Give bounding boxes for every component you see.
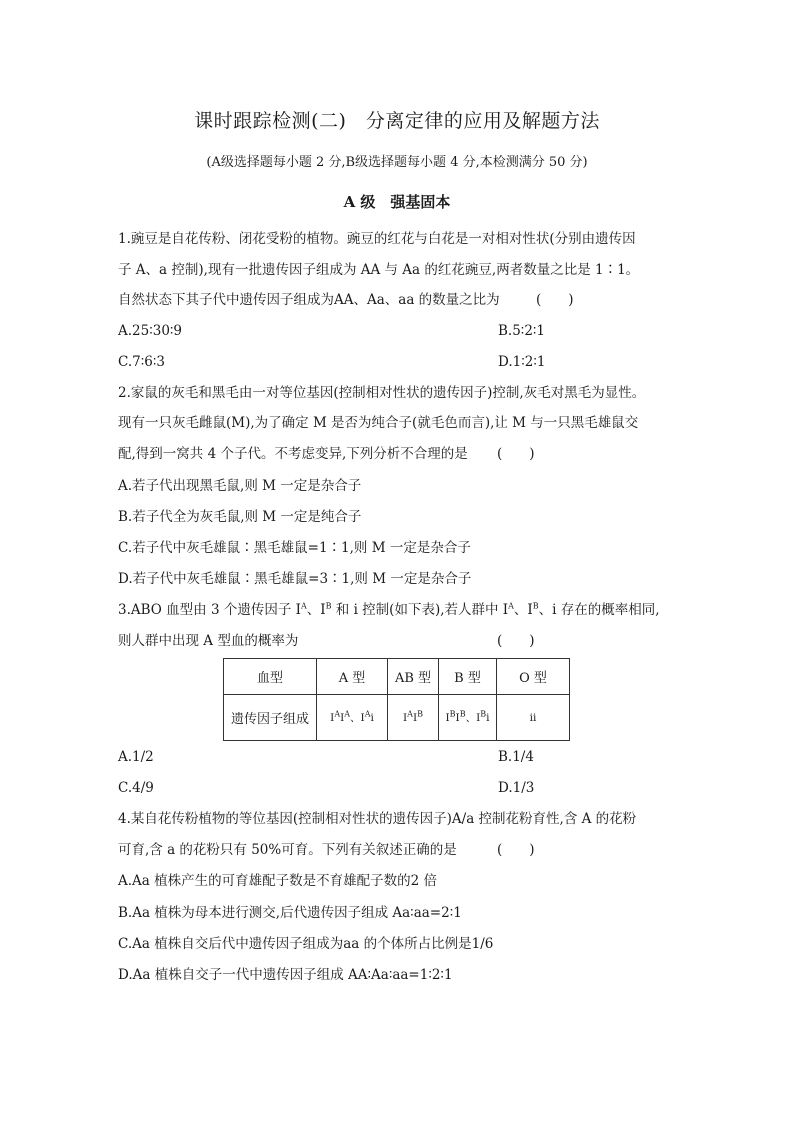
q2-stem-line-1: 2.家鼠的灰毛和黑毛由一对等位基因(控制相对性状的遗传因子)控制,灰毛对黑毛为显性。 bbox=[118, 385, 646, 401]
section-heading: A 级 强基固本 bbox=[343, 193, 451, 211]
q1-option-c: C.7∶6∶3 bbox=[118, 354, 165, 370]
q1-option-a: A.25∶30∶9 bbox=[118, 323, 183, 339]
q1-stem-line-3: 自然状态下其子代中遗传因子组成为AA、Aa、aa 的数量之比为 bbox=[118, 292, 500, 308]
table-header-cell: 血型 bbox=[224, 659, 317, 695]
q3-option-b: B.1/4 bbox=[498, 749, 534, 765]
q2-answer-blank: ( ) bbox=[497, 446, 535, 462]
table-row bbox=[224, 695, 570, 741]
q4-option-a: A.Aa 植株产生的可育雄配子数是不育雄配子数的2 倍 bbox=[118, 873, 438, 889]
q1-option-b: B.5∶2∶1 bbox=[498, 323, 546, 339]
q3-option-c: C.4/9 bbox=[118, 780, 154, 796]
table-header-cell: AB 型 bbox=[388, 659, 439, 695]
table-header-row bbox=[224, 659, 570, 695]
q4-option-b: B.Aa 植株为母本进行测交,后代遗传因子组成 Aa∶aa=2∶1 bbox=[118, 905, 462, 921]
q3-answer-blank: ( ) bbox=[497, 633, 535, 649]
table-row-label: 遗传因子组成 bbox=[224, 695, 317, 741]
q2-option-a: A.若子代出现黑毛鼠,则 M 一定是杂合子 bbox=[118, 478, 362, 494]
blood-type-table bbox=[223, 658, 570, 741]
q4-stem-line-1: 4.某自花传粉植物的等位基因(控制相对性状的遗传因子)A/a 控制花粉育性,含 A 的花粉 bbox=[118, 811, 637, 827]
q1-option-d: D.1∶2∶1 bbox=[498, 354, 546, 370]
genotype-o-cell: ii bbox=[497, 695, 570, 741]
q4-answer-blank: ( ) bbox=[497, 842, 535, 858]
page-title: 课时跟踪检测(二) 分离定律的应用及解题方法 bbox=[194, 110, 600, 132]
q3-option-a: A.1/2 bbox=[118, 749, 154, 765]
q1-stem-line-1: 1.豌豆是自花传粉、闭花受粉的植物。豌豆的红花与白花是一对相对性状(分别由遗传因 bbox=[118, 231, 636, 247]
q4-stem-line-2: 可育,含 a 的花粉只有 50%可育。下列有关叙述正确的是 bbox=[118, 842, 457, 858]
genotype-ab-cell: $I^AI^B$ bbox=[388, 695, 439, 741]
genotype-b-cell: $I^BI^B$、$I^Bi$ bbox=[439, 695, 497, 741]
q1-stem-line-2: 子 A、a 控制),现有一批遗传因子组成为 AA 与 Aa 的红花豌豆,两者数量之比是 1∶1。 bbox=[118, 262, 640, 278]
q3-stem-line-1: 3.ABO 血型由 3 个遗传因子 $I^A$、$I^B$ 和 i 控制(如下表),若人群中 $I^A$、$I^B$、i 存在的概率相同, bbox=[118, 601, 660, 618]
q2-option-b: B.若子代全为灰毛鼠,则 M 一定是纯合子 bbox=[118, 509, 362, 525]
q3-option-d: D.1/3 bbox=[498, 780, 535, 796]
q4-option-d: D.Aa 植株自交子一代中遗传因子组成 AA∶Aa∶aa=1∶2∶1 bbox=[118, 967, 453, 983]
table-header-cell: A 型 bbox=[317, 659, 388, 695]
q1-answer-blank: ( ) bbox=[536, 292, 574, 308]
q4-option-c: C.Aa 植株自交后代中遗传因子组成为aa 的个体所占比例是1/6 bbox=[118, 936, 494, 952]
q2-stem-line-2: 现有一只灰毛雌鼠(M),为了确定 M 是否为纯合子(就毛色而言),让 M 与一只黑毛雄鼠交 bbox=[118, 415, 639, 431]
score-note: (A级选择题每小题 2 分,B级选择题每小题 4 分,本检测满分 50 分) bbox=[206, 155, 588, 170]
q2-stem-line-3: 配,得到一窝共 4 个子代。不考虑变异,下列分析不合理的是 bbox=[118, 446, 468, 462]
genotype-a-cell: $I^AI^A$、$I^Ai$ bbox=[317, 695, 388, 741]
q3-stem-line-2: 则人群中出现 A 型血的概率为 bbox=[118, 633, 299, 649]
q2-option-c: C.若子代中灰毛雄鼠∶黑毛雄鼠=1∶1,则 M 一定是杂合子 bbox=[118, 540, 471, 556]
q2-option-d: D.若子代中灰毛雄鼠∶黑毛雄鼠=3∶1,则 M 一定是杂合子 bbox=[118, 571, 472, 587]
table-header-cell: B 型 bbox=[439, 659, 497, 695]
table-header-cell: O 型 bbox=[497, 659, 570, 695]
